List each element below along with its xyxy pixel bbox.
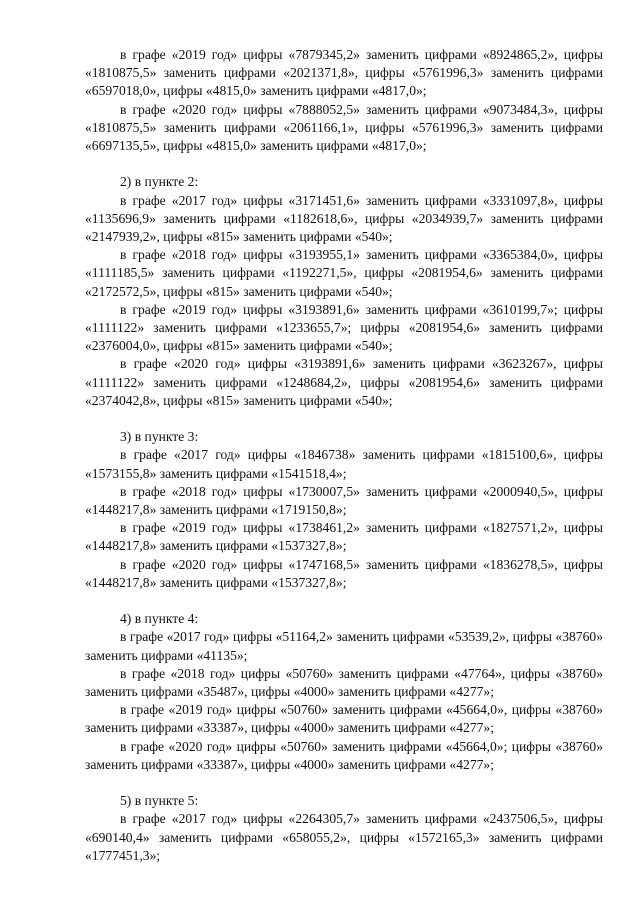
heading-point-4: 4) в пункте 4: bbox=[120, 611, 199, 627]
spacer bbox=[85, 592, 603, 610]
paragraph-2019-amounts: в графе «2019 год» цифры «7879345,2» заменить цифрами «8924865,2», цифры «1810875,5» заменить цифрами «2021371,8», цифры «5761996,3» заменить цифрами «6597018,0», цифры «4815,0» заменить цифрами «4817,0»; bbox=[85, 47, 603, 99]
heading-point-5: 5) в пункте 5: bbox=[120, 793, 199, 809]
paragraph-point-2-2017: в графе «2017 год» цифры «3171451,6» заменить цифрами «3331097,8», цифры «1135696,9» заменить цифрами «1182618,6», цифры «2034939,7» заменить цифрами «2147939,2», цифры «815» заменить цифрами «540»; bbox=[85, 192, 603, 245]
spacer bbox=[85, 155, 603, 173]
paragraph-2020-amounts: в графе «2020 год» цифры «7888052,5» заменить цифрами «9073484,3», цифры «1810875,5» заменить цифрами «2061166,1», цифры «5761996,3» заменить цифрами «6697135,5», цифры «4815,0» заменить цифрами «4817,0»; bbox=[85, 101, 603, 154]
paragraph-point-4-2018: в графе «2018 год» цифры «50760» заменить цифрами «47764», цифры «38760» заменить цифрами «35487», цифры «4000» заменить цифрами «4277»; bbox=[85, 665, 603, 700]
paragraph-point-3-2019: в графе «2019 год» цифры «1738461,2» заменить цифрами «1827571,2», цифры «1448217,8» заменить цифрами «1537327,8»; bbox=[85, 520, 603, 554]
paragraph-point-3-2017: в графе «2017 год» цифры «1846738» заменить цифрами «1815100,6», цифры «1573155,8» заменить цифрами «1541518,4»; bbox=[85, 447, 603, 481]
paragraph-point-2-2018: в графе «2018 год» цифры «3193955,1» заменить цифрами «3365384,0», цифры «1111185,5» заменить цифрами «1192271,5», цифры «2081954,6» заменить цифрами «2172572,5», цифры «815» заменить цифрами «540»; bbox=[85, 247, 603, 299]
paragraph-point-4-2020: в графе «2020 год» цифры «50760» заменить цифрами «45664,0»; цифры «38760» заменить цифрами «33387», цифры «4000» заменить цифрами «4277»; bbox=[85, 738, 603, 772]
document-page bbox=[85, 46, 603, 865]
paragraph-point-4-2019: в графе «2019 год» цифры «50760» заменить цифрами «45664,0», цифры «38760» заменить цифрами «33387», цифры «4000» заменить цифрами «4277»; bbox=[85, 702, 603, 736]
paragraph-point-2-2019: в графе «2019 год» цифры «3193891,6» заменить цифрами «3610199,7»; цифры «1111122» заменить цифрами «1233655,7»; цифры «2081954,6» заменить цифрами «2376004,0», цифры «815» заменить цифрами «540»; bbox=[85, 301, 603, 354]
spacer bbox=[85, 774, 603, 792]
paragraph-point-2-2020: в графе «2020 год» цифры «3193891,6» заменить цифрами «3623267», цифры «1111122» заменить цифрами «1248684,2», цифры «2081954,6» заменить цифрами «2374042,8», цифры «815» заменить цифрами «540»; bbox=[85, 356, 603, 408]
heading-point-2: 2) в пункте 2: bbox=[120, 174, 199, 190]
heading-point-3: 3) в пункте 3: bbox=[120, 429, 199, 445]
paragraph-point-3-2020: в графе «2020 год» цифры «1747168,5» заменить цифрами «1836278,5», цифры «1448217,8» заменить цифрами «1537327,8»; bbox=[85, 556, 603, 590]
paragraph-point-5-2017: в графе «2017 год» цифры «2264305,7» заменить цифрами «2437506,5», цифры «690140,4» заменить цифрами «658055,2», цифры «1572165,3» заменить цифрами «1777451,3»; bbox=[85, 811, 603, 863]
spacer bbox=[85, 410, 603, 428]
paragraph-point-4-2017: в графе «2017 год» цифры «51164,2» заменить цифрами «53539,2», цифры «38760» заменить цифрами «41135»; bbox=[85, 629, 603, 663]
paragraph-point-3-2018: в графе «2018 год» цифры «1730007,5» заменить цифрами «2000940,5», цифры «1448217,8» заменить цифрами «1719150,8»; bbox=[85, 483, 603, 518]
